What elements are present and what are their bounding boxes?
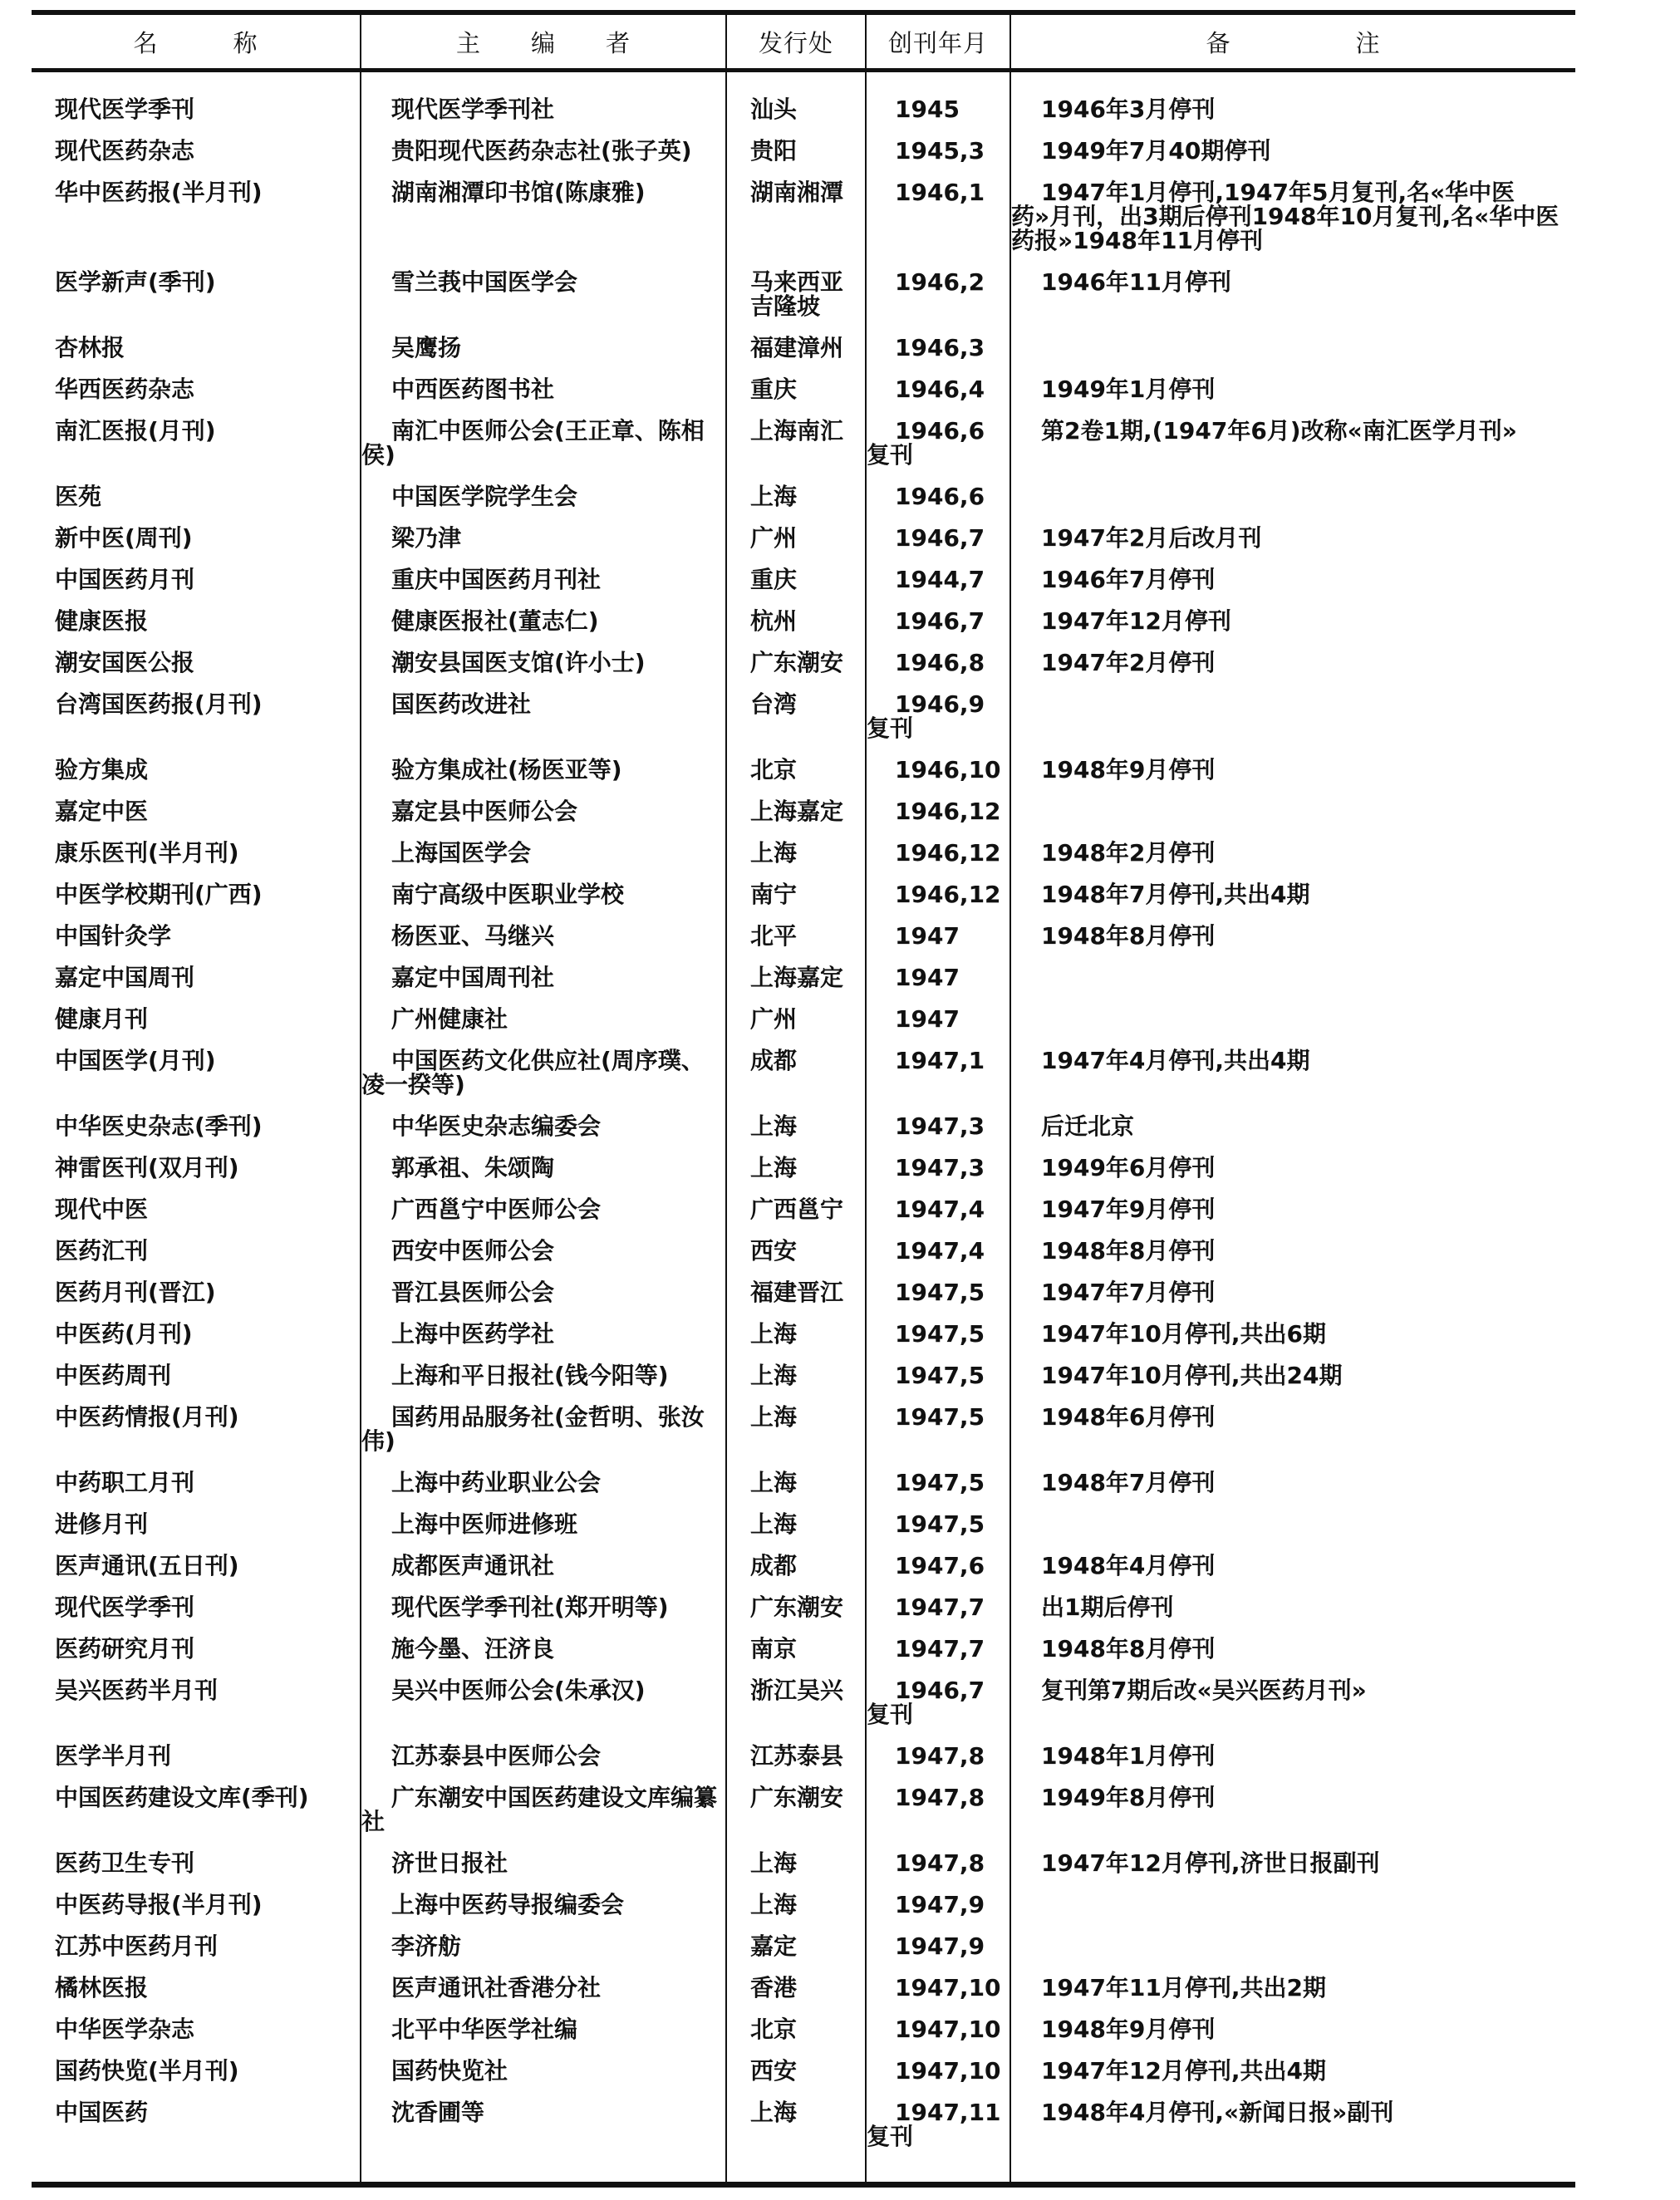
table-row [32,1668,1575,1734]
table-row [32,1104,1575,1146]
cell-remarks: 1948年4月停刊 [1010,1544,1575,1585]
cell-location: 北京 [726,2007,866,2049]
cell-founded: 1947,5 [866,1395,1010,1461]
table-row [32,1585,1575,1627]
cell-location: 广东潮安 [726,1585,866,1627]
cell-founded: 1946,2 [866,260,1010,326]
table-row [32,1544,1575,1585]
table-row [32,1312,1575,1353]
cell-name: 中医药周刊 [55,1362,172,1389]
cell-location: 广州 [726,997,866,1039]
cell-editor: 嘉定中国周刊社 [361,955,726,997]
cell-editor: 广西邕宁中医师公会 [361,1187,726,1229]
cell-editor: 中西医药图书社 [361,367,726,409]
cell-remarks [1010,1883,1575,1924]
cell-remarks: 1948年9月停刊 [1010,748,1575,789]
cell-location: 重庆 [726,557,866,599]
cell-location: 杭州 [726,599,866,641]
cell-founded: 1947,1 [866,1039,1010,1104]
cell-founded: 1946,6复刊 [866,409,1010,474]
cell-name: 医学半月刊 [55,1742,172,1770]
header-row [32,15,1575,71]
cell-editor: 沈香圃等 [361,2090,726,2182]
cell-name: 医学新声(季刊) [55,268,216,296]
header-publisher-location: 发行处 [726,15,866,71]
table-row [32,955,1575,997]
cell-name: 进修月刊 [55,1510,149,1538]
cell-location: 上海 [726,1312,866,1353]
cell-founded: 1946,7复刊 [866,1668,1010,1734]
cell-name: 中华医史杂志(季刊) [55,1112,263,1140]
cell-name: 新中医(周刊) [55,524,193,552]
cell-editor: 济世日报社 [361,1841,726,1883]
cell-location: 上海 [726,474,866,516]
bottom-rule [32,2182,1575,2188]
cell-founded: 1947,7 [866,1585,1010,1627]
cell-location: 马来西亚吉隆坡 [726,260,866,326]
table-row [32,1775,1575,1841]
cell-location: 浙江吴兴 [726,1668,866,1734]
cell-editor: 验方集成社(杨医亚等) [361,748,726,789]
cell-founded: 1946,1 [866,170,1010,260]
cell-editor: 西安中医师公会 [361,1229,726,1270]
cell-remarks: 1949年6月停刊 [1010,1146,1575,1187]
cell-founded: 1946,9复刊 [866,682,1010,748]
table-row [32,1841,1575,1883]
cell-name: 嘉定中国周刊 [55,964,195,991]
cell-location: 上海 [726,831,866,872]
cell-founded: 1947,3 [866,1146,1010,1187]
table-row [32,1146,1575,1187]
cell-location: 南京 [726,1627,866,1668]
table-row [32,367,1575,409]
cell-name: 杏林报 [55,334,125,361]
cell-remarks: 1947年12月停刊,济世日报副刊 [1010,1841,1575,1883]
cell-location: 上海 [726,1353,866,1395]
cell-editor: 广州健康社 [361,997,726,1039]
cell-editor: 上海中药业职业公会 [361,1461,726,1502]
cell-location: 上海嘉定 [726,789,866,831]
cell-name: 医药研究月刊 [55,1635,195,1662]
cell-founded: 1947,6 [866,1544,1010,1585]
cell-editor: 健康医报社(董志仁) [361,599,726,641]
cell-remarks: 1948年2月停刊 [1010,831,1575,872]
cell-editor: 上海和平日报社(钱今阳等) [361,1353,726,1395]
cell-remarks: 出1期后停刊 [1010,1585,1575,1627]
table-row [32,170,1575,260]
header-remarks: 备 注 [1010,15,1575,71]
cell-editor: 北平中华医学社编 [361,2007,726,2049]
cell-location: 上海 [726,1395,866,1461]
cell-name: 中医学校期刊(广西) [55,881,263,908]
table-row [32,789,1575,831]
cell-remarks: 1947年2月后改月刊 [1010,516,1575,557]
cell-remarks [1010,474,1575,516]
table-row [32,1395,1575,1461]
cell-editor: 吴鹰扬 [361,326,726,367]
cell-founded: 1947,8 [866,1775,1010,1841]
cell-name: 现代医学季刊 [55,1594,195,1621]
table-row [32,914,1575,955]
cell-editor: 贵阳现代医药杂志社(张子英) [361,129,726,170]
cell-location: 上海 [726,2090,866,2182]
cell-remarks: 1947年10月停刊,共出24期 [1010,1353,1575,1395]
cell-founded: 1946,7 [866,516,1010,557]
cell-founded: 1947 [866,997,1010,1039]
cell-editor: 现代医学季刊社(郑开明等) [361,1585,726,1627]
cell-name: 医药卫生专刊 [55,1849,195,1877]
cell-founded: 1947,5 [866,1353,1010,1395]
cell-editor: 晋江县医师公会 [361,1270,726,1312]
cell-founded: 1945,3 [866,129,1010,170]
cell-name: 医药汇刊 [55,1237,149,1265]
cell-location: 上海 [726,1502,866,1544]
table-row [32,599,1575,641]
cell-location: 江苏泰县 [726,1734,866,1775]
cell-editor: 梁乃津 [361,516,726,557]
cell-location: 西安 [726,1229,866,1270]
cell-location: 成都 [726,1544,866,1585]
cell-editor: 重庆中国医药月刊社 [361,557,726,599]
cell-founded: 1946,10 [866,748,1010,789]
cell-location: 重庆 [726,367,866,409]
table-row [32,1734,1575,1775]
cell-location: 广州 [726,516,866,557]
cell-name: 中药职工月刊 [55,1469,195,1496]
cell-remarks: 1948年7月停刊,共出4期 [1010,872,1575,914]
table-row [32,682,1575,748]
cell-editor: 郭承祖、朱颂陶 [361,1146,726,1187]
cell-name: 中医药导报(半月刊) [55,1891,263,1918]
cell-remarks [1010,955,1575,997]
cell-name: 健康医报 [55,607,149,635]
cell-founded: 1947,5 [866,1270,1010,1312]
cell-name: 医苑 [55,483,102,510]
cell-editor: 南汇中医师公会(王正章、陈相侯) [361,409,726,474]
cell-location: 北平 [726,914,866,955]
cell-founded: 1946,12 [866,872,1010,914]
cell-editor: 嘉定县中医师公会 [361,789,726,831]
cell-remarks [1010,326,1575,367]
cell-location: 汕头 [726,71,866,130]
cell-remarks: 1948年4月停刊,«新闻日报»副刊 [1010,2090,1575,2182]
cell-founded: 1946,6 [866,474,1010,516]
cell-editor: 江苏泰县中医师公会 [361,1734,726,1775]
cell-founded: 1947,7 [866,1627,1010,1668]
cell-name: 中国医药建设文库(季刊) [55,1784,309,1811]
cell-editor: 湖南湘潭印书馆(陈康雅) [361,170,726,260]
cell-founded: 1947,5 [866,1461,1010,1502]
cell-remarks [1010,682,1575,748]
cell-founded: 1947,5 [866,1312,1010,1353]
periodicals-table-page [32,10,1575,2188]
cell-founded: 1946,12 [866,789,1010,831]
table-row [32,71,1575,130]
cell-remarks: 1948年8月停刊 [1010,914,1575,955]
table-row [32,1229,1575,1270]
table-row [32,516,1575,557]
table-row [32,1353,1575,1395]
cell-location: 福建漳州 [726,326,866,367]
cell-founded: 1947,4 [866,1229,1010,1270]
table-row [32,129,1575,170]
cell-founded: 1947,9 [866,1924,1010,1966]
cell-location: 上海南汇 [726,409,866,474]
cell-location: 西安 [726,2049,866,2090]
header-editor: 主 编 者 [361,15,726,71]
cell-name: 华西医药杂志 [55,376,195,403]
cell-location: 上海 [726,1104,866,1146]
cell-founded: 1947,5 [866,1502,1010,1544]
table-row [32,557,1575,599]
cell-remarks [1010,997,1575,1039]
cell-location: 湖南湘潭 [726,170,866,260]
cell-location: 上海嘉定 [726,955,866,997]
cell-remarks: 1948年7月停刊 [1010,1461,1575,1502]
cell-name: 医声通讯(五日刊) [55,1552,239,1579]
cell-remarks: 1949年8月停刊 [1010,1775,1575,1841]
table-row [32,1627,1575,1668]
cell-location: 上海 [726,1841,866,1883]
cell-location: 南宁 [726,872,866,914]
table-row [32,872,1575,914]
table-row [32,2090,1575,2182]
cell-location: 上海 [726,1146,866,1187]
cell-editor: 中国医药文化供应社(周序璞、凌一揆等) [361,1039,726,1104]
cell-location: 上海 [726,1883,866,1924]
cell-name: 验方集成 [55,756,149,783]
cell-remarks: 1948年6月停刊 [1010,1395,1575,1461]
cell-remarks: 1947年1月停刊,1947年5月复刊,名«华中医药»月刊，出3期后停刊1948年10月复刊,名«华中医药报»1948年11月停刊 [1010,170,1575,260]
cell-location: 成都 [726,1039,866,1104]
cell-name: 中华医学杂志 [55,2016,195,2043]
cell-editor: 上海中医药学社 [361,1312,726,1353]
cell-remarks: 1947年11月停刊,共出2期 [1010,1966,1575,2007]
cell-founded: 1947,10 [866,2007,1010,2049]
table-row [32,1966,1575,2007]
table-row [32,409,1575,474]
cell-editor: 李济舫 [361,1924,726,1966]
cell-name: 中国医药 [55,2099,149,2126]
cell-name: 中医药(月刊) [55,1320,193,1348]
table-row [32,1883,1575,1924]
cell-editor: 雪兰莪中国医学会 [361,260,726,326]
cell-editor: 国医药改进社 [361,682,726,748]
cell-location: 北京 [726,748,866,789]
header-name: 名 称 [32,15,361,71]
cell-location: 广东潮安 [726,641,866,682]
cell-founded: 1946,4 [866,367,1010,409]
cell-remarks: 后迁北京 [1010,1104,1575,1146]
cell-founded: 1947,3 [866,1104,1010,1146]
cell-location: 福建晋江 [726,1270,866,1312]
cell-editor: 吴兴中医师公会(朱承汉) [361,1668,726,1734]
cell-remarks: 1947年4月停刊,共出4期 [1010,1039,1575,1104]
cell-founded: 1946,12 [866,831,1010,872]
cell-remarks: 1947年12月停刊 [1010,599,1575,641]
table-row [32,641,1575,682]
cell-founded: 1945 [866,71,1010,130]
cell-name: 台湾国医药报(月刊) [55,690,263,718]
table-row [32,1270,1575,1312]
periodicals-table [32,15,1575,2182]
cell-name: 嘉定中医 [55,798,149,825]
cell-founded: 1947,9 [866,1883,1010,1924]
cell-remarks: 1949年7月40期停刊 [1010,129,1575,170]
cell-remarks: 1947年10月停刊,共出6期 [1010,1312,1575,1353]
table-row [32,1187,1575,1229]
cell-name: 现代医学季刊 [55,96,195,123]
cell-founded: 1947 [866,955,1010,997]
cell-founded: 1947,11复刊 [866,2090,1010,2182]
cell-remarks: 1949年1月停刊 [1010,367,1575,409]
header-founded-date: 创刊年月 [866,15,1010,71]
cell-founded: 1947,8 [866,1841,1010,1883]
cell-name: 康乐医刊(半月刊) [55,839,239,867]
cell-founded: 1947,10 [866,2049,1010,2090]
cell-remarks [1010,789,1575,831]
cell-location: 贵阳 [726,129,866,170]
cell-remarks: 1947年2月停刊 [1010,641,1575,682]
cell-remarks: 1947年9月停刊 [1010,1187,1575,1229]
cell-editor: 现代医学季刊社 [361,71,726,130]
cell-name: 健康月刊 [55,1005,149,1033]
cell-remarks: 1946年11月停刊 [1010,260,1575,326]
cell-editor: 国药快览社 [361,2049,726,2090]
cell-editor: 施今墨、汪济良 [361,1627,726,1668]
table-row [32,2007,1575,2049]
cell-location: 台湾 [726,682,866,748]
cell-editor: 国药用品服务社(金哲明、张汝伟) [361,1395,726,1461]
cell-name: 潮安国医公报 [55,649,195,676]
cell-founded: 1944,7 [866,557,1010,599]
table-row [32,260,1575,326]
table-row [32,1461,1575,1502]
cell-editor: 中国医学院学生会 [361,474,726,516]
cell-remarks: 1947年12月停刊,共出4期 [1010,2049,1575,2090]
table-row [32,1039,1575,1104]
table-row [32,326,1575,367]
cell-name: 医药月刊(晋江) [55,1279,216,1306]
cell-editor: 上海国医学会 [361,831,726,872]
cell-founded: 1946,7 [866,599,1010,641]
cell-name: 中医药情报(月刊) [55,1403,239,1431]
cell-name: 橘林医报 [55,1974,149,2001]
cell-remarks: 复刊第7期后改«吴兴医药月刊» [1010,1668,1575,1734]
cell-editor: 潮安县国医支馆(许小士) [361,641,726,682]
cell-location: 广西邕宁 [726,1187,866,1229]
cell-remarks: 1947年7月停刊 [1010,1270,1575,1312]
table-row [32,997,1575,1039]
cell-name: 神雷医刊(双月刊) [55,1154,239,1181]
cell-location: 广东潮安 [726,1775,866,1841]
cell-remarks: 1948年8月停刊 [1010,1627,1575,1668]
cell-editor: 成都医声通讯社 [361,1544,726,1585]
cell-remarks: 第2卷1期,(1947年6月)改称«南汇医学月刊» [1010,409,1575,474]
cell-remarks: 1946年3月停刊 [1010,71,1575,130]
cell-name: 中国医学(月刊) [55,1047,216,1074]
table-row [32,748,1575,789]
cell-name: 现代医药杂志 [55,137,195,165]
cell-name: 吴兴医药半月刊 [55,1677,219,1704]
table-row [32,2049,1575,2090]
cell-founded: 1947,8 [866,1734,1010,1775]
cell-location: 上海 [726,1461,866,1502]
cell-founded: 1947,10 [866,1966,1010,2007]
cell-remarks [1010,1924,1575,1966]
cell-name: 现代中医 [55,1196,149,1223]
table-row [32,474,1575,516]
cell-location: 香港 [726,1966,866,2007]
table-row [32,1924,1575,1966]
cell-name: 南汇医报(月刊) [55,417,216,444]
cell-remarks: 1948年8月停刊 [1010,1229,1575,1270]
cell-founded: 1946,8 [866,641,1010,682]
cell-editor: 医声通讯社香港分社 [361,1966,726,2007]
table-row [32,1502,1575,1544]
cell-name: 中国针灸学 [55,922,172,950]
cell-name: 江苏中医药月刊 [55,1932,219,1960]
cell-editor: 上海中医药导报编委会 [361,1883,726,1924]
cell-editor: 广东潮安中国医药建设文库编纂社 [361,1775,726,1841]
cell-founded: 1946,3 [866,326,1010,367]
cell-editor: 南宁高级中医职业学校 [361,872,726,914]
cell-remarks: 1948年9月停刊 [1010,2007,1575,2049]
table-row [32,831,1575,872]
cell-remarks: 1946年7月停刊 [1010,557,1575,599]
cell-editor: 杨医亚、马继兴 [361,914,726,955]
cell-name: 国药快览(半月刊) [55,2057,239,2085]
cell-editor: 上海中医师进修班 [361,1502,726,1544]
cell-remarks [1010,1502,1575,1544]
cell-location: 嘉定 [726,1924,866,1966]
cell-founded: 1947 [866,914,1010,955]
cell-name: 华中医药报(半月刊) [55,179,263,206]
cell-remarks: 1948年1月停刊 [1010,1734,1575,1775]
cell-editor: 中华医史杂志编委会 [361,1104,726,1146]
cell-name: 中国医药月刊 [55,566,195,593]
cell-founded: 1947,4 [866,1187,1010,1229]
